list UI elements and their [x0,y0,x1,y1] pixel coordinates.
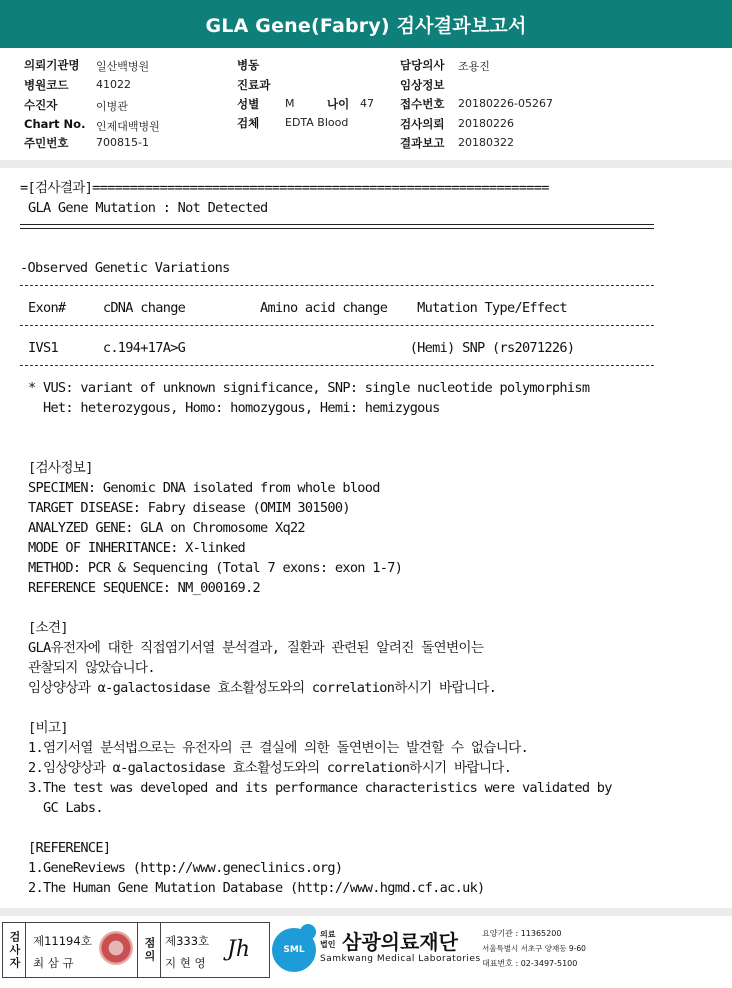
reference-heading: [REFERENCE] [28,840,111,856]
logo-dot [300,924,316,940]
remark-line: GC Labs. [28,800,103,816]
label-resident-no: 주민번호 [24,136,69,150]
info-heading: [검사정보] [28,460,93,476]
info-line: SPECIMEN: Genomic DNA isolated from whole blood [28,480,380,496]
value-resident-no: 700815-1 [96,136,149,149]
info-line: ANALYZED GENE: GLA on Chromosome Xq22 [28,520,305,536]
value-patient: 이병관 [96,100,128,113]
footer-separator [0,908,732,916]
confirm-label-text: 점의 [143,937,156,963]
doctor-license: 제333호 [165,934,210,948]
examiner-label [3,923,26,977]
dash-rule [20,325,654,326]
info-line: REFERENCE SEQUENCE: NM_000169.2 [28,580,261,596]
remark-line: 3.The test was developed and its performance characteristics were validated by [28,780,612,796]
examiner-license: 제11194호 [33,934,92,948]
label-patient: 수진자 [24,98,58,112]
remark-line: 1.염기서열 분석법으로는 유전자의 큰 결실에 의한 돌연변이는 발견할 수 없습니다. [28,740,529,756]
variant-table-header: Exon# cDNA change Amino acid change Mutation Type/Effect [28,300,567,316]
doctor-signature: Jh [227,937,250,962]
value-requesting-institution: 일산백병원 [96,60,150,73]
examiner-name: 최 삼 규 [33,956,74,970]
org-phone: 대표번호 : 02-3497-5100 [482,959,578,968]
org-block [272,922,732,978]
result-text: GLA Gene Mutation : Not Detected [28,200,268,216]
org-address: 서울특별시 서초구 양재동 9-60 [482,944,586,953]
label-receipt-no: 접수번호 [400,97,445,111]
label-chart-no: Chart No. [24,117,86,131]
remark-line: 2.임상양상과 α-galactosidase 효소활성도와의 correlation하시기 바랍니다. [28,760,512,776]
value-request-date: 20180226 [458,117,514,130]
header-separator [0,160,732,168]
observed-heading: -Observed Genetic Variations [20,260,230,276]
label-ward: 병동 [237,58,260,72]
opinion-line: GLA유전자에 대한 직접염기서열 분석결과, 질환과 관련된 알려진 돌연변이는 [28,640,484,656]
sml-logo-icon [272,928,316,972]
value-specimen: EDTA Blood [285,116,349,129]
label-sex: 성별 [237,97,260,111]
reference-link[interactable]: 1.GeneReviews (http://www.geneclinics.org) [28,860,343,876]
footer [0,916,732,988]
reference-link[interactable]: 2.The Human Gene Mutation Database (http://www.hgmd.cf.ac.uk) [28,880,485,896]
info-line: METHOD: PCR & Sequencing (Total 7 exons: exon 1-7) [28,560,403,576]
patient-header [0,48,732,160]
label-request-date: 검사의뢰 [400,117,445,131]
info-line: TARGET DISEASE: Fabry disease (OMIM 301500) [28,500,350,516]
note-line: * VUS: variant of unknown significance, SNP: single nucleotide polymorphism [28,380,590,396]
examiner-seal [99,931,133,965]
value-hospital-code: 41022 [96,78,131,91]
report-title: GLA Gene(Fabry) 검사결과보고서 [0,0,732,48]
value-physician: 조용진 [458,60,490,73]
value-chart-no: 인제대백병원 [96,120,160,133]
info-line: MODE OF INHERITANCE: X-linked [28,540,246,556]
examiner-label-text: 검사자 [8,930,21,970]
label-age: 나이 [327,97,350,111]
opinion-line: 관찰되지 않았습니다. [28,660,155,676]
dash-rule [20,285,654,286]
label-report-date: 결과보고 [400,136,445,150]
opinion-heading: [소견] [28,620,68,636]
org-english-name: Samkwang Medical Laboratories [320,954,481,964]
value-sex: M [285,97,295,110]
signature-box [2,922,270,978]
org-code: 요양기관 : 11365200 [482,929,562,938]
dash-rule [20,365,654,366]
opinion-line: 임상양상과 α-galactosidase 효소활성도와의 correlation하시기 바랍니다. [28,680,497,696]
result-heading: =[검사결과]============================================================= [20,180,549,196]
label-clinical-info: 임상정보 [400,78,445,92]
label-hospital-code: 병원코드 [24,78,69,92]
value-report-date: 20180322 [458,136,514,149]
doctor-name: 지 현 영 [165,956,206,970]
label-requesting-institution: 의뢰기관명 [24,58,80,72]
confirm-label [137,923,161,977]
label-physician: 담당의사 [400,58,445,72]
value-receipt-no: 20180226-05267 [458,97,553,110]
org-name: 삼광의료재단 [342,930,458,954]
label-department: 진료과 [237,78,271,92]
note-line: Het: heterozygous, Homo: homozygous, Hemi: hemizygous [28,400,440,416]
org-prefix: 의료법인 [320,930,336,949]
logo-text: SML [283,945,305,955]
double-rule [20,224,654,229]
variant-table-row: IVS1 c.194+17A>G (Hemi) SNP (rs2071226) [28,340,575,356]
label-specimen: 검체 [237,116,260,130]
report-body [0,168,732,908]
value-age: 47 [360,97,374,110]
remark-heading: [비고] [28,720,68,736]
